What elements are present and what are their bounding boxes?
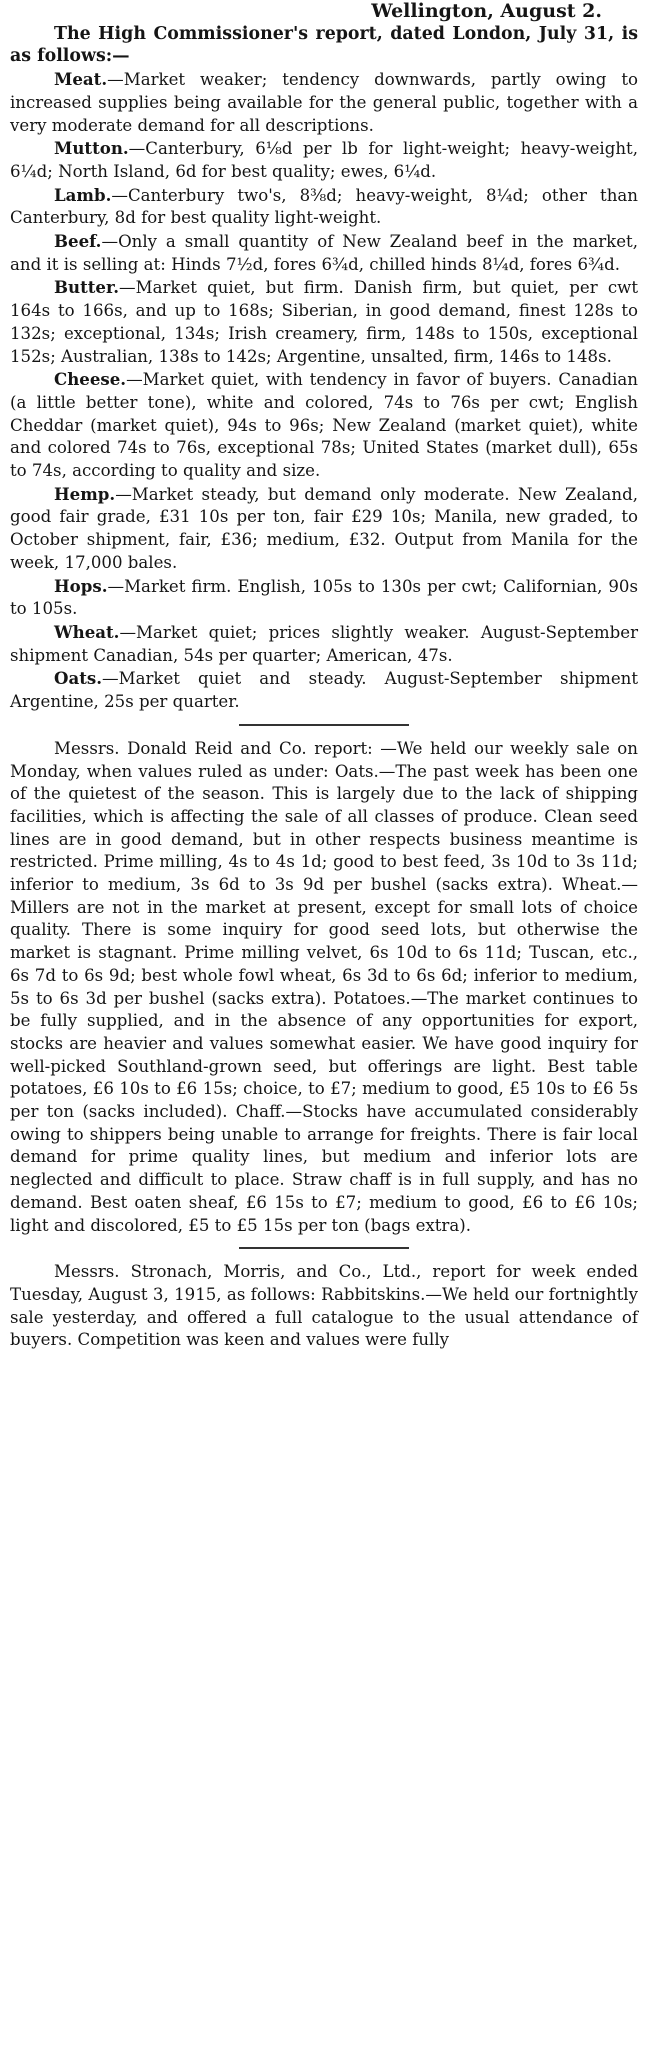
- market-item: [10, 137, 638, 183]
- market-item-text: —Only a small quantity of New Zealand beef in the market, and it is selling at: Hinds 7½d, fores 6¾d, chilled hinds 8¼d, fores 6¾d.: [10, 232, 638, 274]
- market-item-heading: Lamb.: [54, 184, 112, 205]
- market-item: [10, 368, 638, 483]
- market-item-heading: Cheese.: [54, 369, 127, 390]
- market-item-text: —Market quiet; prices slightly weaker. August-September shipment Canadian, 54s per quarter; American, 47s.: [10, 622, 638, 665]
- market-item-heading: Meat.: [54, 69, 108, 90]
- market-item: [10, 68, 638, 137]
- market-item-heading: Oats.: [54, 668, 102, 689]
- market-item-text: —Market steady, but demand only moderate. New Zealand, good fair grade, £31 10s per ton, fair £29 10s; Manila, new graded, to October shipment, fair, £36; medium, £32. Output from Manila for the week, 17,000 bales.: [10, 484, 638, 572]
- market-item: [10, 575, 638, 621]
- market-item: [10, 621, 638, 667]
- market-item: [10, 230, 638, 276]
- market-item: [10, 667, 638, 713]
- market-item-heading: Beef.: [54, 231, 102, 252]
- market-item: [10, 184, 638, 230]
- donald-reid-report: Messrs. Donald Reid and Co. report: —We held our weekly sale on Monday, when values ruled as under: Oats.—The past week has been one of the quietest of the season. This is largely due to the lack of shipping facilities, which is affecting the sale of all classes of produce. Clean seed lines are in good demand, but in other respects business meantime is restricted. Prime milling, 4s to 4s 1d; good to best feed, 3s 10d to 3s 11d; inferior to medium, 3s 6d to 3s 9d per bushel (sacks extra). Wheat.—Millers are not in the market at present, except for small lots of choice quality. There is some inquiry for good seed lots, but otherwise the market is stagnant. Prime milling velvet, 6s 10d to 6s 11d; Tuscan, etc., 6s 7d to 6s 9d; best whole fowl wheat, 6s 3d to 6s 6d; inferior to medium, 5s to 6s 3d per bushel (sacks extra). Potatoes.—The market continues to be fully supplied, and in the absence of any opportunities for export, stocks are heavier and values somewhat easier. We have good inquiry for well-picked Southland-grown seed, but offerings are light. Best table potatoes, £6 10s to £6 15s; choice, to £7; medium to good, £5 10s to £6 5s per ton (sacks included). Chaff.—Stocks have accumulated considerably owing to shippers being unable to arrange for freights. There is fair local demand for prime quality lines, but medium and inferior lots are neglected and difficult to place. Straw chaff is in full supply, and has no demand. Best oaten sheaf, £6 15s to £7; medium to good, £6 to £6 10s; light and discolored, £5 to £5 15s per ton (bags extra).: [10, 738, 638, 1235]
- market-item-text: —Market quiet, but firm. Danish firm, but quiet, per cwt 164s to 166s, and up to 168s; Siberian, in good demand, finest 128s to 132s; exceptional, 134s; Irish creamery, firm, 148s to 150s, exceptional 152s; Australian, 138s to 142s; Argentine, unsalted, firm, 146s to 148s.: [10, 278, 638, 366]
- market-item-heading: Wheat.: [54, 621, 120, 642]
- market-item-text: —Market weaker; tendency downwards, partly owing to increased supplies being available for the general public, together with a very moderate demand for all descriptions.: [10, 70, 638, 135]
- market-item-heading: Hemp.: [54, 483, 116, 504]
- market-item-heading: Mutton.: [54, 138, 129, 159]
- market-item-text: —Market firm. English, 105s to 130s per cwt; Californian, 90s to 105s.: [10, 576, 638, 619]
- market-item-text: —Market quiet and steady. August-September shipment Argentine, 25s per quarter.: [10, 669, 638, 712]
- stronach-morris-report: Messrs. Stronach, Morris, and Co., Ltd., report for week ended Tuesday, August 3, 1915, as follows: Rabbitskins.—We held our fortnightly sale yesterday, and offered a full catalogue to the usual attendance of buyers. Competition was keen and values were fully: [10, 1262, 638, 1350]
- high-commissioner-report: [10, 68, 638, 714]
- market-item-text: —Canterbury, 6⅛d per lb for light-weight; heavy-weight, 6¼d; North Island, 6d for best quality; ewes, 6¼d.: [10, 139, 638, 181]
- intro-paragraph: The High Commissioner's report, dated London, July 31, is as follows:—: [10, 23, 638, 67]
- market-item: [10, 483, 638, 575]
- section-divider: [239, 724, 409, 726]
- market-item-text: —Market quiet, with tendency in favor of buyers. Canadian (a little better tone), white and colored, 74s to 76s per cwt; English Cheddar (market quiet), 94s to 96s; New Zealand (market quiet), white and colored 74s to 76s, exceptional 78s; United States (market dull), 65s to 74s, according to quality and size.: [10, 370, 638, 481]
- market-item-text: —Canterbury two's, 8⅜d; heavy-weight, 8¼d; other than Canterbury, 8d for best quality light-weight.: [10, 185, 638, 228]
- market-item-heading: Butter.: [54, 277, 119, 298]
- market-item: [10, 276, 638, 368]
- market-item-heading: Hops.: [54, 575, 108, 596]
- section-divider: [239, 1247, 409, 1249]
- dateline: Wellington, August 2.: [371, 0, 602, 22]
